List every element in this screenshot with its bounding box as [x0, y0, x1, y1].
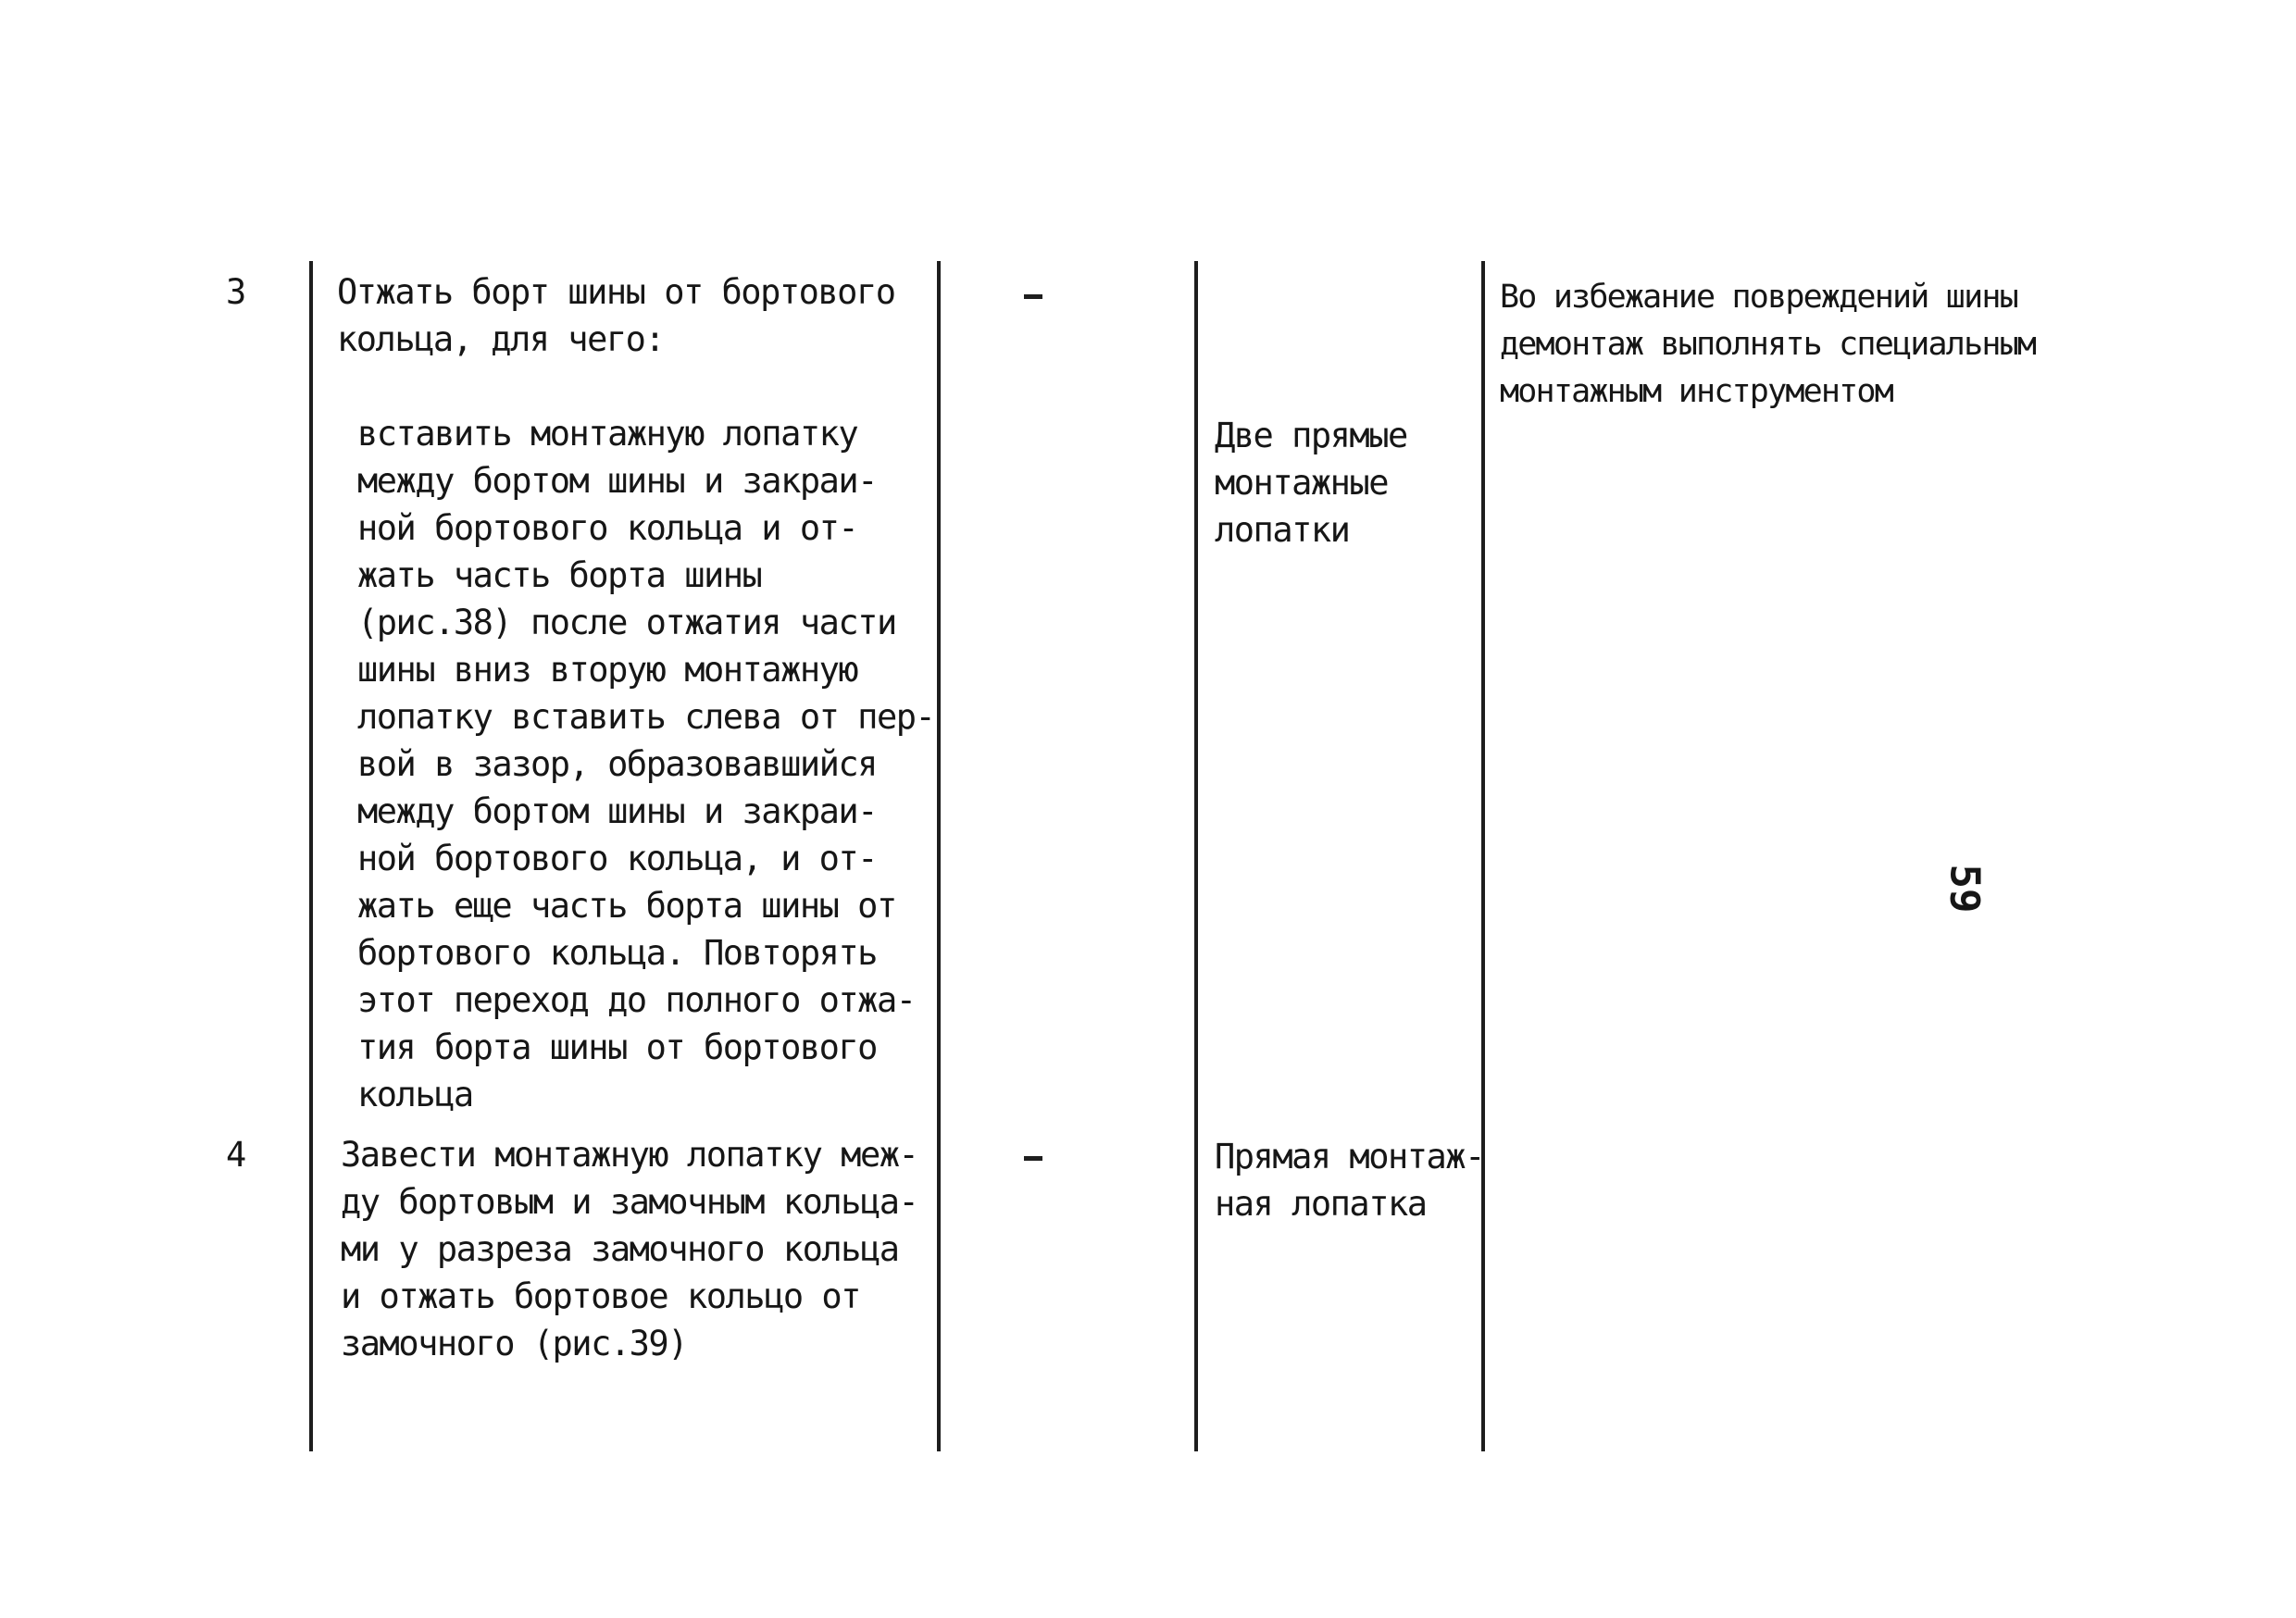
notes-text: Во избежание повреждений шины демонтаж выполнять специальным монтажным инструментом	[1500, 279, 2036, 410]
column-rule-tools	[1481, 261, 1485, 1451]
operation-text: Отжать борт шины от бортового кольца, для чего:	[337, 272, 895, 359]
equipment-dash	[1024, 1156, 1042, 1161]
tools-text: Две прямые монтажные лопатки	[1215, 416, 1407, 550]
tools-text: Прямая монтаж- ная лопатка	[1215, 1137, 1484, 1224]
page-number: 59	[1940, 864, 1989, 914]
row-number: 4	[226, 1135, 247, 1175]
column-rule-operation	[937, 261, 941, 1451]
equipment-dash	[1024, 294, 1042, 299]
operation-detail-text: вставить монтажную лопатку между бортом шины и закраи- ной бортового кольца и от- жать часть борта шины (рис.38) после отжатия части шины вниз вторую монтажную лопатку вставить слева от пер- вой в зазор, образовавшийся между бортом шины и закраи- ной бортового кольца, и от- жать еще часть борта шины от бортового кольца. Повторять этот переход до полного отжа- тия борта шины от бортового кольца	[357, 414, 935, 1114]
column-rule-left	[309, 261, 313, 1451]
row-number: 3	[226, 272, 247, 312]
column-rule-equipment	[1194, 261, 1198, 1451]
operation-text: Завести монтажную лопатку меж- ду бортовым и замочным кольца- ми у разреза замочного кольца и отжать бортовое кольцо от замочного (рис.39)	[341, 1135, 918, 1363]
